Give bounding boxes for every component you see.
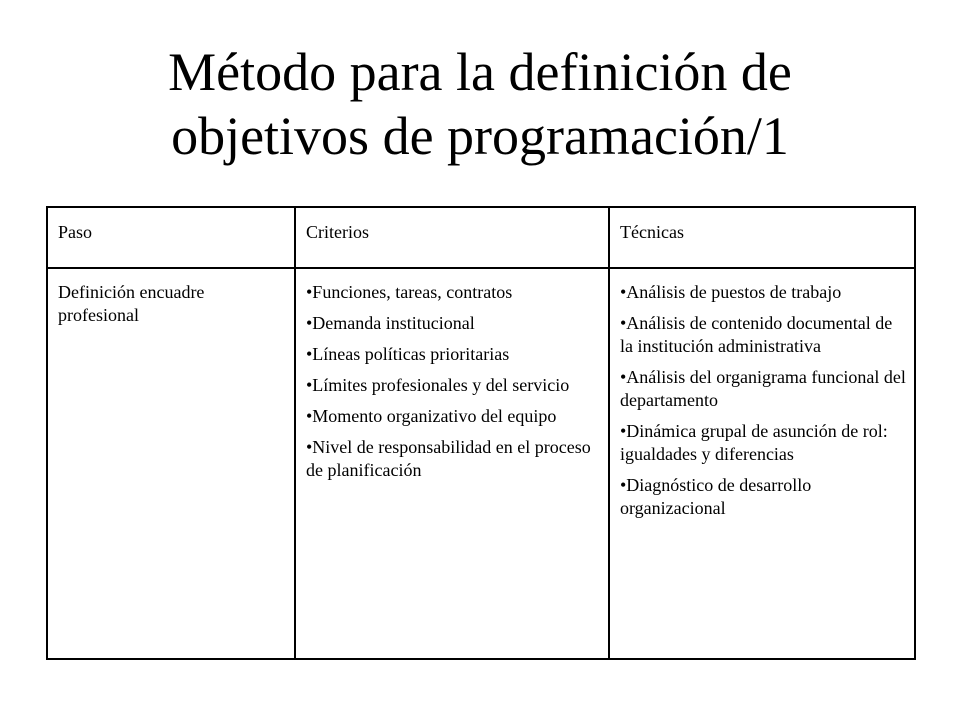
method-table — [46, 206, 916, 660]
list-item: •Líneas políticas prioritarias — [306, 344, 510, 364]
table-row — [47, 268, 915, 659]
list-item: •Análisis de puestos de trabajo — [620, 282, 842, 302]
list-item: •Dinámica grupal de asunción de rol: igualdades y diferencias — [620, 421, 888, 464]
slide-title-line-1: Método para la definición de — [168, 42, 792, 102]
cell-criterios — [295, 268, 609, 659]
header-tecnicas: Técnicas — [609, 207, 915, 268]
header-paso: Paso — [47, 207, 295, 268]
slide-title — [40, 40, 920, 168]
list-item: •Demanda institucional — [306, 313, 475, 333]
table-header-row — [47, 207, 915, 268]
cell-tecnicas — [609, 268, 915, 659]
list-item: •Análisis de contenido documental de la institución administrativa — [620, 313, 893, 356]
list-item: •Funciones, tareas, contratos — [306, 282, 513, 302]
list-item: •Límites profesionales y del servicio — [306, 375, 570, 395]
criterios-list — [306, 281, 600, 482]
list-item: •Nivel de responsabilidad en el proceso de planificación — [306, 437, 591, 480]
slide-title-line-2: objetivos de programación/1 — [171, 106, 789, 166]
list-item: •Momento organizativo del equipo — [306, 406, 557, 426]
list-item: •Análisis del organigrama funcional del departamento — [620, 367, 906, 410]
header-criterios: Criterios — [295, 207, 609, 268]
tecnicas-list — [620, 281, 906, 520]
cell-paso: Definición encuadre profesional — [47, 268, 295, 659]
list-item: •Diagnóstico de desarrollo organizacional — [620, 475, 812, 518]
